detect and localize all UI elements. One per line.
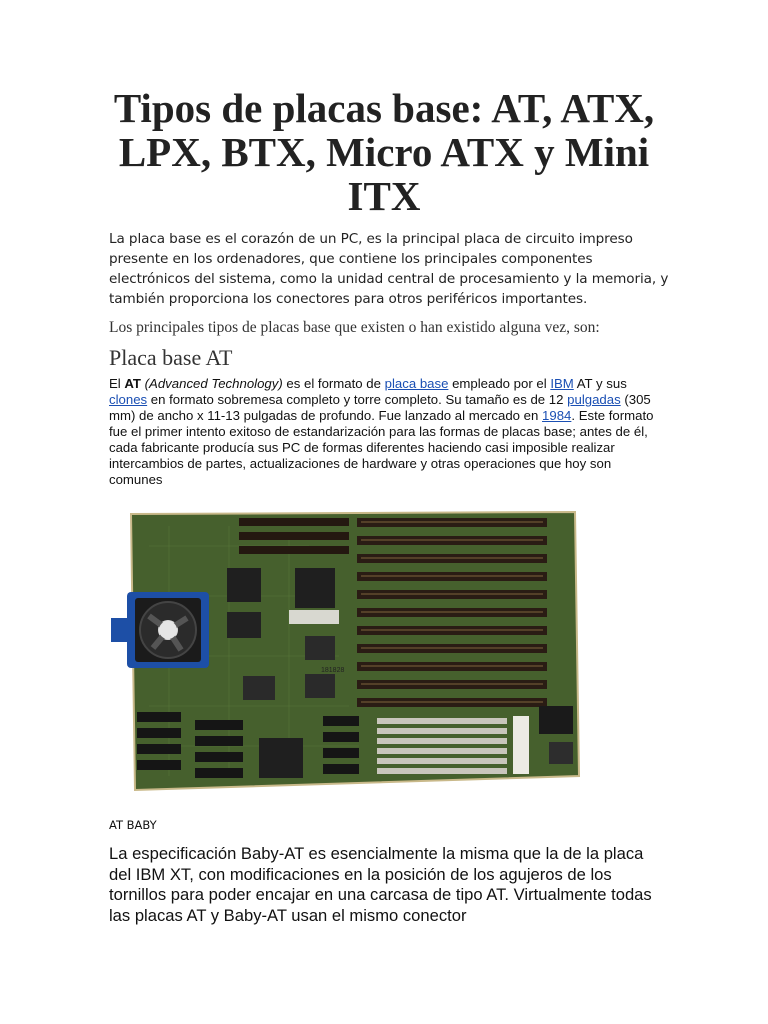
at-description — [109, 376, 654, 488]
text-segment: El — [109, 376, 125, 391]
section-heading-at: Placa base AT — [109, 345, 233, 370]
lead-paragraph: Los principales tipos de placas base que existen o han existido alguna vez, son: — [109, 319, 600, 336]
text-segment: (305 mm) de ancho x 11-13 pulgadas de profundo. Fue lanzado al mercado en — [109, 392, 651, 423]
at-bold: AT — [124, 376, 141, 391]
text-segment: . Este formato fue el primer intento exitoso de estandarización para las formas de placas base; antes de él, cada fabricante producía sus PC de formas diferentes haciendo casi imposible realizar intercambios de partes, actualizaciones de hardware y otras operaciones que hoy son comunes — [109, 408, 654, 487]
link-clones[interactable]: clones — [109, 392, 148, 407]
keyboard-connector — [549, 742, 573, 764]
cpu-fan — [111, 592, 209, 668]
baby-at-paragraph: La especificación Baby-AT es esencialmente la misma que la de la placa del IBM XT, con modificaciones en la posición de los agujeros de los tornillos para poder encajar en una carcasa de tipo AT. Virtualmente todas las placas AT y Baby-AT usan el mismo conector — [109, 844, 652, 925]
text-segment: en formato sobremesa completo y torre completo. Su tamaño es de 12 — [147, 392, 568, 407]
image-caption: AT BABY — [109, 818, 157, 832]
text-segment: AT y sus — [573, 376, 627, 391]
page-title: Tipos de placas base: AT, ATX, LPX, BTX, Micro ATX y Mini ITX — [113, 85, 655, 219]
text-segment: es el formato de — [282, 376, 385, 391]
short-slots — [239, 518, 349, 554]
link-placa-base[interactable]: placa base — [384, 376, 449, 391]
motherboard-image — [109, 506, 583, 796]
text-segment: empleado por el — [448, 376, 551, 391]
link-pulgadas[interactable]: pulgadas — [567, 392, 621, 407]
intro-paragraph: La placa base es el corazón de un PC, es la principal placa de circuito impreso presente en los ordenadores, que contiene los principales componentes electrónicos del sistema, como la unidad central de procesamiento y la memoria, y también proporciona los conectores para otros periféricos importantes. — [109, 231, 669, 307]
link-ibm[interactable]: IBM — [550, 376, 574, 391]
at-full-italic: (Advanced Technology) — [141, 376, 283, 391]
board-label: 181828 — [321, 667, 345, 674]
link-1984[interactable]: 1984 — [542, 408, 572, 423]
